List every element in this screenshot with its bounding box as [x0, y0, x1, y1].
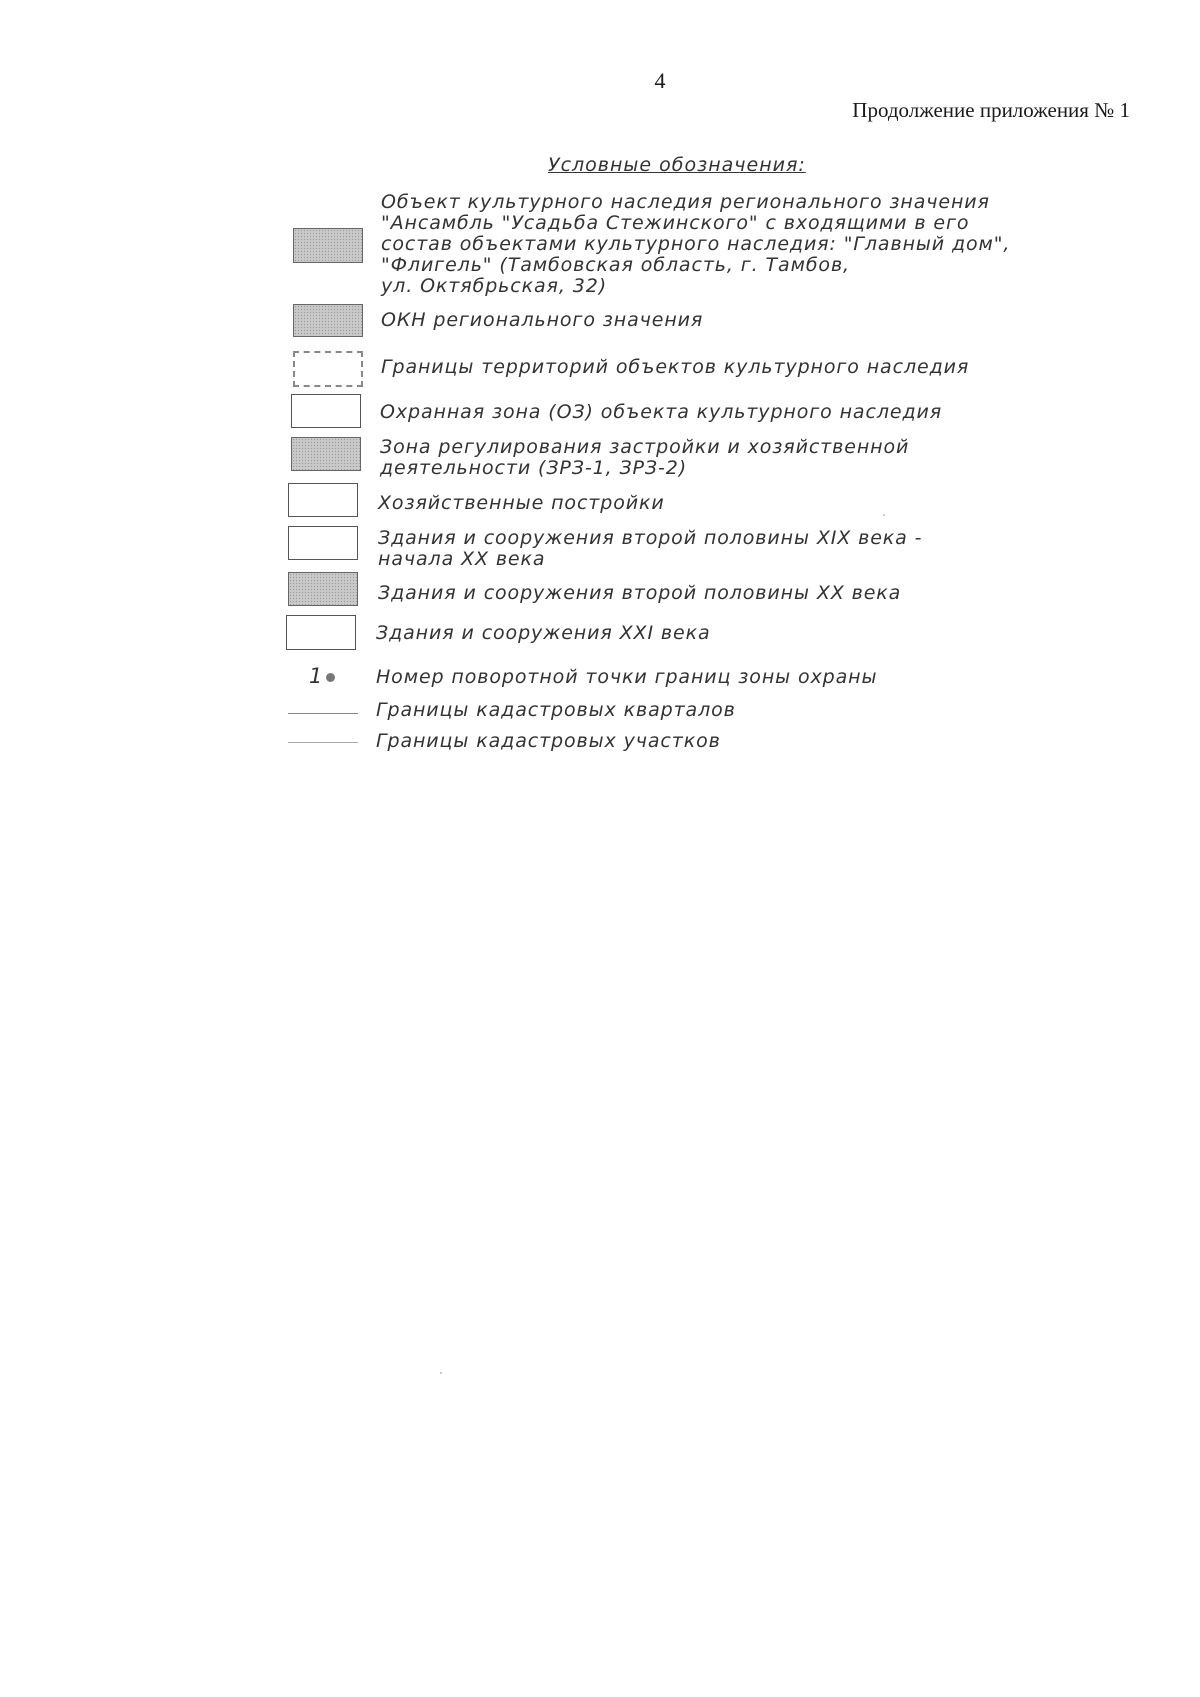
legend-label-buildings-20-century: Здания и сооружения второй половины XX века	[378, 582, 902, 604]
legend-symbol-buildings-20-century	[288, 572, 358, 606]
legend-label-heritage-territory-border: Границы территорий объектов культурного наследия	[381, 356, 970, 378]
appendix-note: Продолжение приложения № 1	[852, 98, 1130, 122]
legend-label-buildings-21-century: Здания и сооружения XXI века	[376, 622, 711, 644]
legend-label-outbuildings: Хозяйственные постройки	[378, 492, 665, 514]
legend-symbol-heritage-territory-border	[293, 351, 363, 387]
legend-title: Условные обозначения:	[548, 154, 806, 176]
legend-symbol-protection-zone	[291, 394, 361, 428]
legend-label-cadastral-plot: Границы кадастровых участков	[376, 730, 721, 752]
legend-symbol-cadastral-quarter-line	[288, 713, 358, 714]
legend-symbol-development-regulation-zone	[291, 437, 361, 471]
legend-label-regional-heritage: ОКН регионального значения	[381, 309, 704, 331]
legend-symbol-outbuildings	[288, 483, 358, 517]
legend-symbol-cultural-heritage-ensemble	[293, 228, 363, 263]
turning-point-number: 1	[309, 664, 323, 688]
scan-speck	[883, 514, 885, 516]
legend-symbol-buildings-19-20-century	[288, 526, 358, 560]
legend-symbol-regional-heritage	[293, 304, 363, 337]
legend-label-protection-zone: Охранная зона (ОЗ) объекта культурного наследия	[380, 401, 943, 423]
legend-symbol-cadastral-plot-line	[288, 742, 358, 743]
legend-label-development-regulation-zone: Зона регулирования застройки и хозяйственной деятельности (ЗРЗ-1, ЗРЗ-2)	[380, 436, 910, 479]
legend-symbol-buildings-21-century	[286, 615, 356, 650]
scan-speck	[440, 1372, 442, 1374]
turning-point-dot-icon	[326, 673, 335, 682]
legend-label-cadastral-quarter: Границы кадастровых кварталов	[376, 699, 736, 721]
legend-label-cultural-heritage-ensemble: Объект культурного наследия регионального значения "Ансамбль "Усадьба Стежинского" с входящими в его состав объектами культурного наследия: "Главный дом", "Флигель" (Тамбовская область, г. Тамбов, ул. Октябрьская, 32)	[381, 191, 1011, 297]
legend-label-buildings-19-20-century: Здания и сооружения второй половины XIX века - начала XX века	[378, 527, 923, 570]
page-number: 4	[654, 68, 666, 93]
legend-label-turning-point: Номер поворотной точки границ зоны охраны	[376, 666, 878, 688]
